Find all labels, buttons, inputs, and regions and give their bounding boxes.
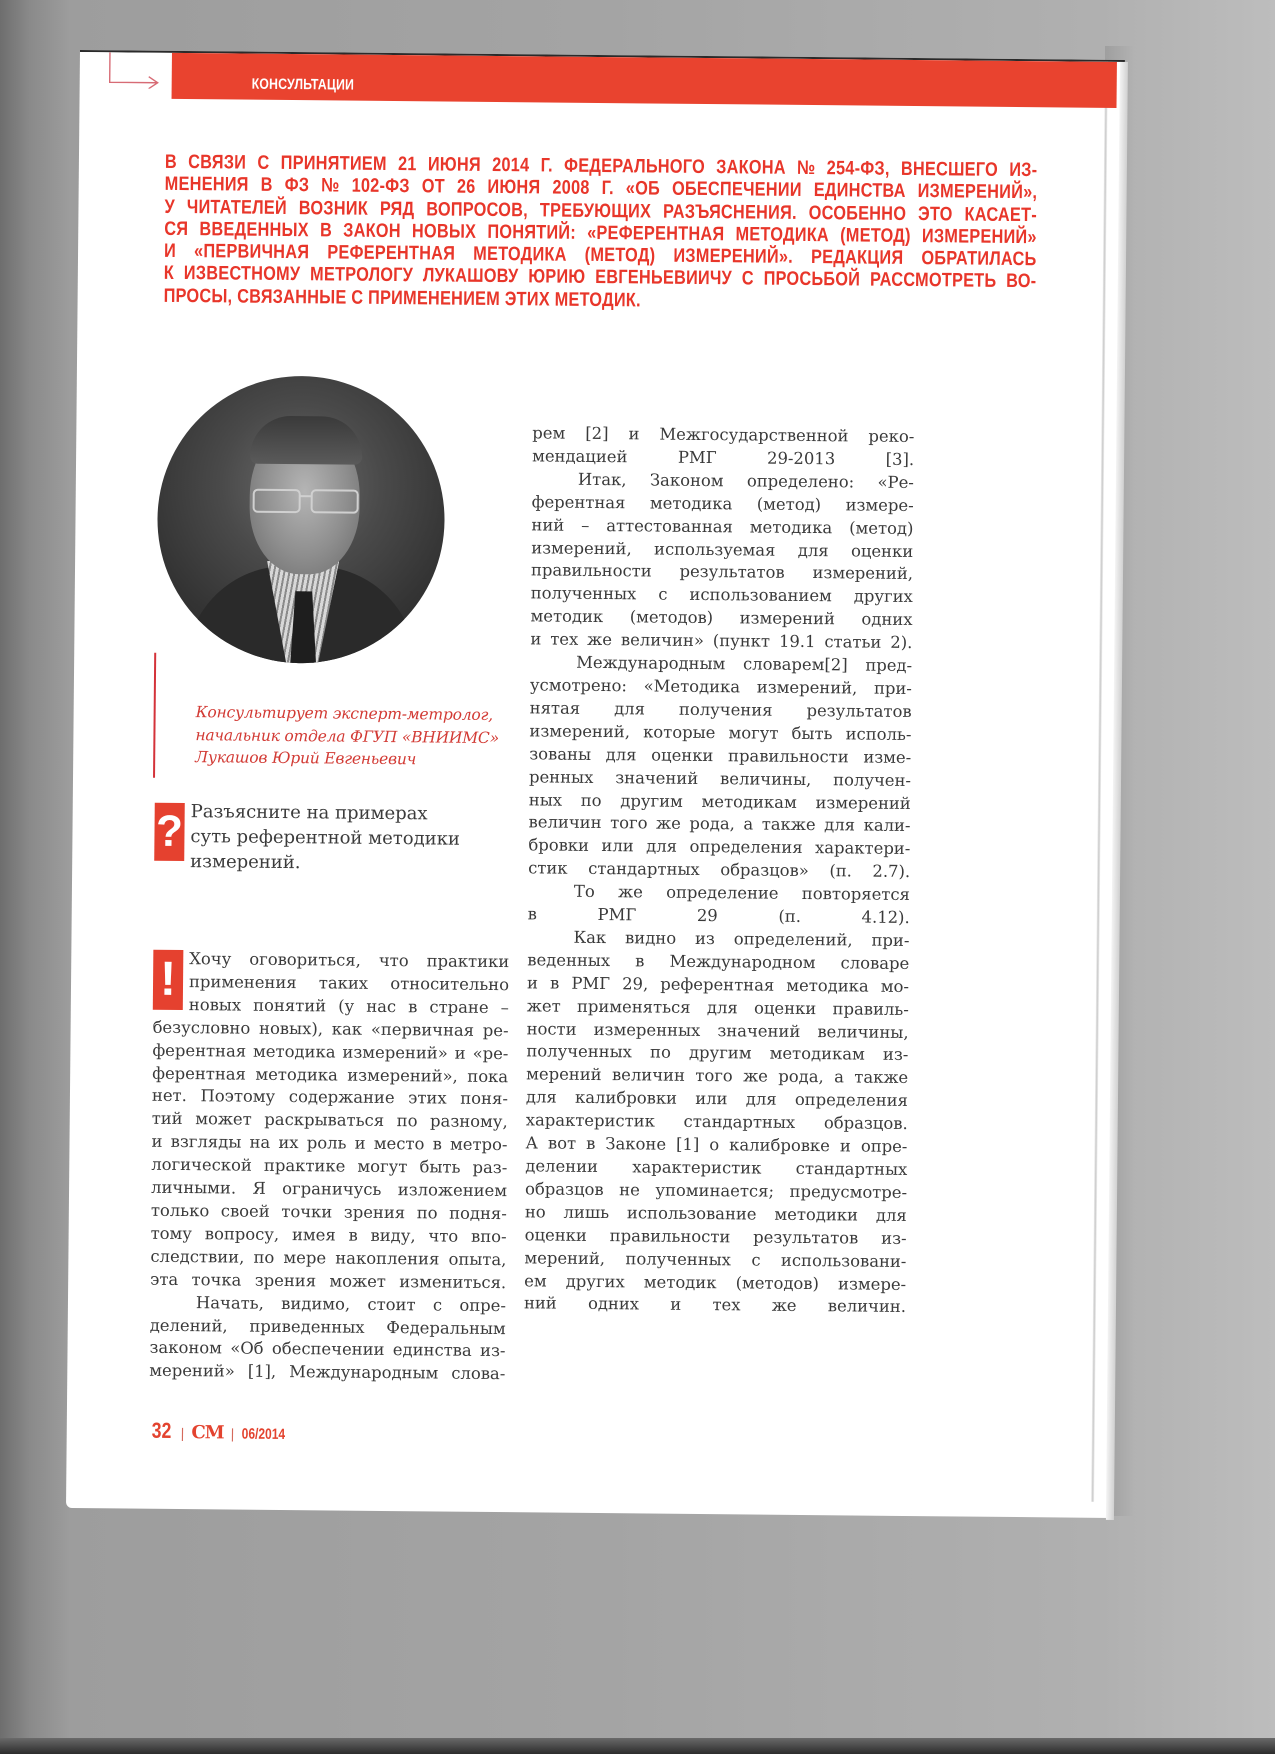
text-line: жет применяться для оценки правиль-	[526, 995, 909, 1019]
text-line: но лишь использование методики для	[524, 1202, 907, 1225]
text-line: ний – аттестованная методика (метод)	[531, 514, 914, 538]
text-line: и в РМГ 29, референтная методика мо-	[526, 973, 910, 996]
text-line: мерений величин того же рода, а также	[526, 1064, 909, 1088]
text-line: правильности результатов измерений,	[530, 560, 914, 584]
caption-line: начальник отдела ФГУП «ВНИИМС»	[195, 725, 500, 747]
glasses-icon	[248, 486, 364, 517]
text-line: Хочу оговориться, что практики	[189, 949, 510, 972]
footer-separator: |	[180, 1425, 185, 1442]
text-line: ных по другим методикам измерений	[528, 789, 911, 813]
lead-line: К ИЗВЕСТНОМУ МЕТРОЛОГУ ЛУКАШОВУ ЮРИЮ ЕВГЕНЬЕВИИЧУ С ПРОСЬБОЙ РАССМОТРЕТЬ ВО-	[163, 262, 1037, 293]
text-line: новых понятий (у нас в стране –	[188, 994, 509, 1017]
text-line: ферентная методика (метод) измере-	[531, 492, 914, 515]
text-line: рем [2] и Межгосударственной реко-	[532, 423, 915, 447]
text-line: нет. Поэтому содержание этих поня-	[151, 1086, 509, 1109]
text-line: Как видно из определений, при-	[573, 927, 910, 950]
text-line: нятая для получения результатов	[529, 698, 912, 721]
text-line: измерений, которые могут быть исполь-	[529, 721, 912, 744]
text-line: А вот в Законе [1] о калибровке и опре-	[525, 1133, 908, 1157]
lead-line: МЕНЕНИЯ В ФЗ № 102-ФЗ ОТ 26 ИЮНЯ 2008 Г. «ОБ ОБЕСПЕЧЕНИИ ЕДИНСТВА ИЗМЕРЕНИЙ»,	[164, 173, 1038, 204]
text-line: мендацией РМГ 29-2013 [3].	[532, 446, 915, 469]
question-line: Разъясните на примерах	[190, 801, 428, 825]
magazine-page	[66, 50, 1125, 1518]
lead-paragraph	[164, 151, 1038, 315]
text-line: ферентная методика измерений», пока	[152, 1063, 509, 1086]
text-line: Начать, видимо, стоит с опре-	[195, 1292, 507, 1315]
text-line: делении характеристик стандартных	[525, 1156, 908, 1179]
page-footer	[152, 1418, 296, 1445]
text-line: и взгляды на их роль и место в метро-	[151, 1131, 508, 1155]
section-header-bar	[172, 53, 1117, 108]
lead-line: У ЧИТАТЕЛЕЙ ВОЗНИК РЯД ВОПРОСОВ, ТРЕБУЮЩИХ РАЗЪЯСНЕНИЯ. ОСОБЕННО ЭТО КАСАЕТ-	[164, 195, 1038, 226]
question-line: измерений.	[190, 851, 301, 874]
question-mark-icon: ?	[154, 803, 185, 861]
section-label: КОНСУЛЬТАЦИИ	[251, 75, 355, 94]
text-line: Итак, Законом определено: «Ре-	[577, 469, 914, 492]
text-line: бровки или для определения характери-	[528, 835, 911, 859]
text-line: следствии, по мере накопления опыта,	[150, 1246, 507, 1269]
text-line: полученных с использованием других	[530, 583, 913, 607]
text-line: образцов не упоминается; предусмотре-	[524, 1179, 908, 1202]
text-line: личными. Я ограничусь изложением	[150, 1177, 508, 1201]
magazine-logo: СМ	[191, 1422, 224, 1444]
portrait-hair	[250, 416, 362, 465]
caption-rule	[153, 653, 156, 778]
text-line: в РМГ 29 (п. 4.12).	[527, 904, 910, 928]
text-line: только своей точки зрения по подня-	[150, 1200, 507, 1224]
text-line: безусловно новых), как «первичная ре-	[152, 1017, 509, 1040]
text-line: оценки правильности результатов из-	[524, 1225, 907, 1248]
text-line: зованы для оценки правильности изме-	[529, 744, 912, 767]
text-line: ний одних и тех же величин.	[523, 1293, 907, 1317]
text-line: тий может раскрываться по разному,	[151, 1109, 508, 1132]
lead-line: В СВЯЗИ С ПРИНЯТИЕМ 21 ИЮНЯ 2014 Г. ФЕДЕРАЛЬНОГО ЗАКОНА № 254-ФЗ, ВНЕСШЕГО ИЗ-	[164, 150, 1038, 182]
text-line: делений, приведенных Федеральным	[149, 1315, 506, 1338]
caption-line: Лукашов Юрий Евгеньевич	[195, 748, 417, 769]
text-line: эта точка зрения может измениться.	[150, 1269, 507, 1292]
text-line: веденных в Международном словаре	[527, 950, 910, 973]
lead-line: И «ПЕРВИЧНАЯ РЕФЕРЕНТНАЯ МЕТОДИКА (МЕТОД) ИЗМЕРЕНИЙ». РЕДАКЦИЯ ОБРАТИЛАСЬ	[163, 240, 1037, 271]
issue-number: 06/2014	[241, 1425, 285, 1444]
text-line: методик (методов) измерений одних	[530, 606, 913, 630]
exclamation-mark-icon: !	[153, 950, 184, 1010]
text-line: усмотрено: «Методика измерений, при-	[529, 675, 913, 698]
text-line: ем других методик (методов) измере-	[524, 1270, 907, 1294]
text-line: законом «Об обеспечении единства из-	[149, 1338, 506, 1361]
footer-separator: |	[230, 1425, 235, 1442]
question-text	[190, 799, 511, 877]
expert-portrait	[156, 375, 446, 665]
text-line: ренных значений величины, получен-	[528, 766, 912, 790]
lead-line: СЯ ВВЕДЕННЫХ В ЗАКОН НОВЫХ ПОНЯТИЙ: «РЕФЕРЕНТНАЯ МЕТОДИКА (МЕТОД) ИЗМЕРЕНИЙ»	[164, 217, 1037, 249]
text-line: применения таких относительно	[188, 971, 510, 995]
text-line: логической практике могут быть раз-	[151, 1154, 508, 1178]
text-line: ферентная методика измерений» и «ре-	[152, 1040, 509, 1063]
answer-left-column	[149, 948, 509, 1387]
text-line: величин того же рода, а также для кали-	[528, 812, 911, 836]
text-line: ности измеренных значений величины,	[526, 1018, 909, 1042]
page-fold-line	[1091, 62, 1108, 1502]
expert-caption	[195, 701, 526, 772]
text-line: Международным словарем[2] пред-	[576, 652, 913, 676]
text-line: То же определение повторяется	[573, 881, 911, 905]
caption-line: Консультирует эксперт-метролог,	[195, 703, 494, 724]
page-number: 32	[151, 1417, 172, 1443]
text-line: характеристик стандартных образцов.	[525, 1110, 908, 1134]
text-line: тому вопросу, имея в виду, что впо-	[150, 1223, 507, 1247]
lead-line: ПРОСЫ, СВЯЗАННЫЕ С ПРИМЕНЕНИЕМ ЭТИХ МЕТОДИК.	[163, 284, 641, 312]
text-line: мерений, полученных с использовани-	[524, 1247, 907, 1271]
text-line: мерений» [1], Международным слова-	[149, 1361, 506, 1384]
scanner-edge	[0, 1738, 1275, 1754]
text-line: полученных по другим методикам из-	[526, 1041, 909, 1065]
text-line: измерений, используемая для оценки	[531, 537, 914, 561]
text-line: и тех же величин» (пункт 19.1 статьи 2).	[530, 629, 913, 653]
question-line: суть референтной методики	[190, 826, 461, 850]
arrow-right-icon	[105, 52, 165, 89]
text-line: стик стандартных образцов» (п. 2.7).	[528, 858, 911, 882]
answer-right-column	[524, 422, 915, 1319]
text-line: для калибровки или для определения	[525, 1087, 909, 1111]
